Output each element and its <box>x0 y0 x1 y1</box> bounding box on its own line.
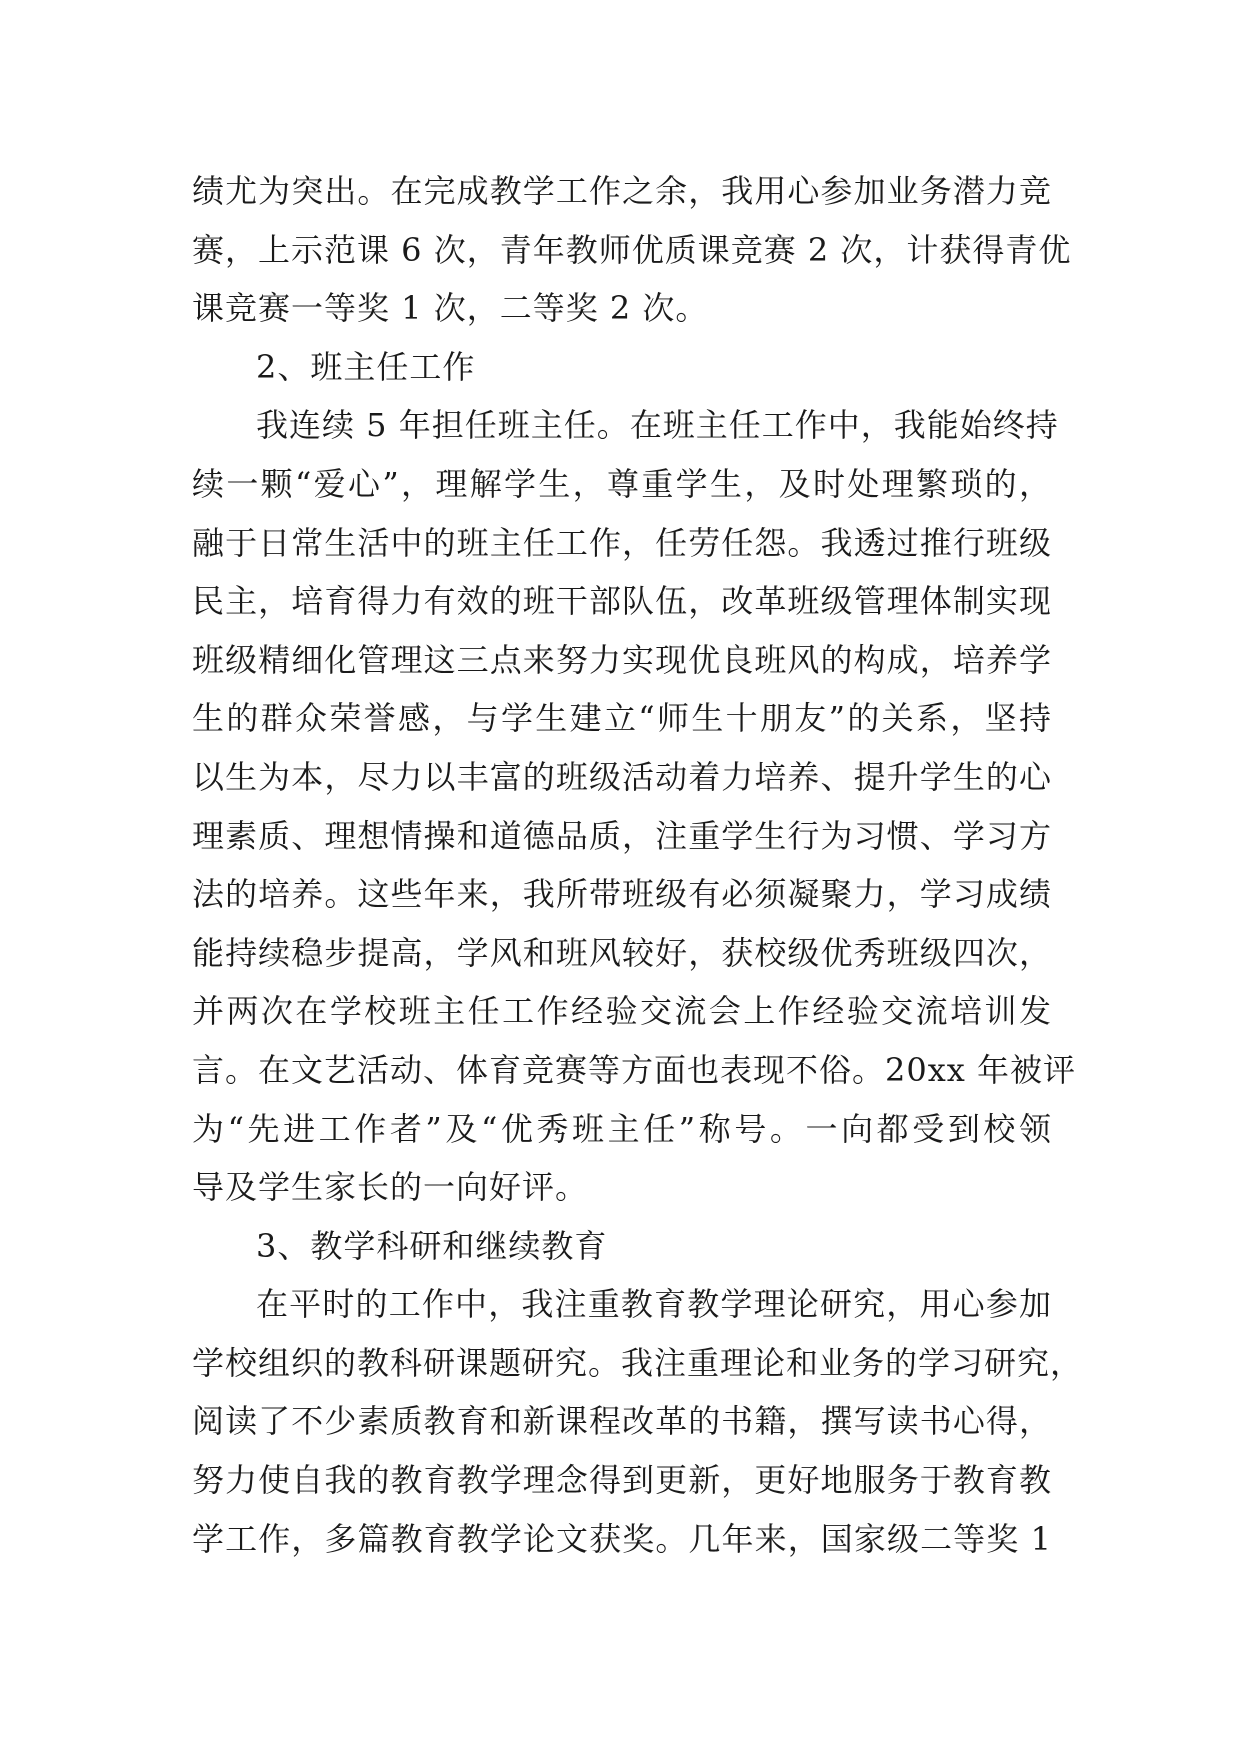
text-line: 言。在文艺活动、体育竞赛等方面也表现不俗。20xx 年被评 <box>192 1050 1076 1089</box>
text-line: 续一颗“爱心”，理解学生，尊重学生，及时处理繁琐的， <box>192 464 1052 503</box>
section-heading: 3、教学科研和继续教育 <box>256 1226 608 1265</box>
text-line: 为“先进工作者”及“优秀班主任”称号。一向都受到校领 <box>192 1109 1052 1148</box>
text-line: 民主，培育得力有效的班干部队伍，改革班级管理体制实现 <box>192 582 1052 621</box>
text-line: 理素质、理想情操和道德品质，注重学生行为习惯、学习方 <box>192 816 1052 855</box>
text-line: 学校组织的教科研课题研究。我注重理论和业务的学习研究， <box>192 1343 1084 1382</box>
paragraph-first-line: 在平时的工作中，我注重教育教学理论研究，用心参加 <box>256 1285 1052 1324</box>
text-line: 努力使自我的教育教学理念得到更新，更好地服务于教育教 <box>192 1461 1052 1500</box>
text-line: 课竞赛一等奖 1 次，二等奖 2 次。 <box>192 289 709 328</box>
text-line: 法的培养。这些年来，我所带班级有必须凝聚力，学习成绩 <box>192 875 1052 914</box>
text-line: 班级精细化管理这三点来努力实现优良班风的构成，培养学 <box>192 640 1052 679</box>
text-line: 阅读了不少素质教育和新课程改革的书籍，撰写读书心得， <box>192 1402 1052 1441</box>
text-line: 赛，上示范课 6 次，青年教师优质课竞赛 2 次，计获得青优 <box>192 230 1072 269</box>
text-line: 学工作，多篇教育教学论文获奖。几年来，国家级二等奖 1 <box>192 1519 1052 1558</box>
paragraph-first-line: 我连续 5 年担任班主任。在班主任工作中，我能始终持 <box>256 406 1059 445</box>
document-body <box>192 162 1084 1568</box>
text-line: 以生为本，尽力以丰富的班级活动着力培养、提升学生的心 <box>192 757 1052 796</box>
text-line: 能持续稳步提高，学风和班风较好，获校级优秀班级四次， <box>192 933 1052 972</box>
text-line: 导及学生家长的一向好评。 <box>192 1168 589 1207</box>
text-line: 融于日常生活中的班主任工作，任劳任怨。我透过推行班级 <box>192 523 1052 562</box>
section-heading: 2、班主任工作 <box>256 347 476 386</box>
text-line: 绩尤为突出。在完成教学工作之余，我用心参加业务潜力竞 <box>192 172 1052 210</box>
text-line: 生的群众荣誉感，与学生建立“师生十朋友”的关系，坚持 <box>192 699 1052 738</box>
text-line: 并两次在学校班主任工作经验交流会上作经验交流培训发 <box>192 992 1052 1031</box>
